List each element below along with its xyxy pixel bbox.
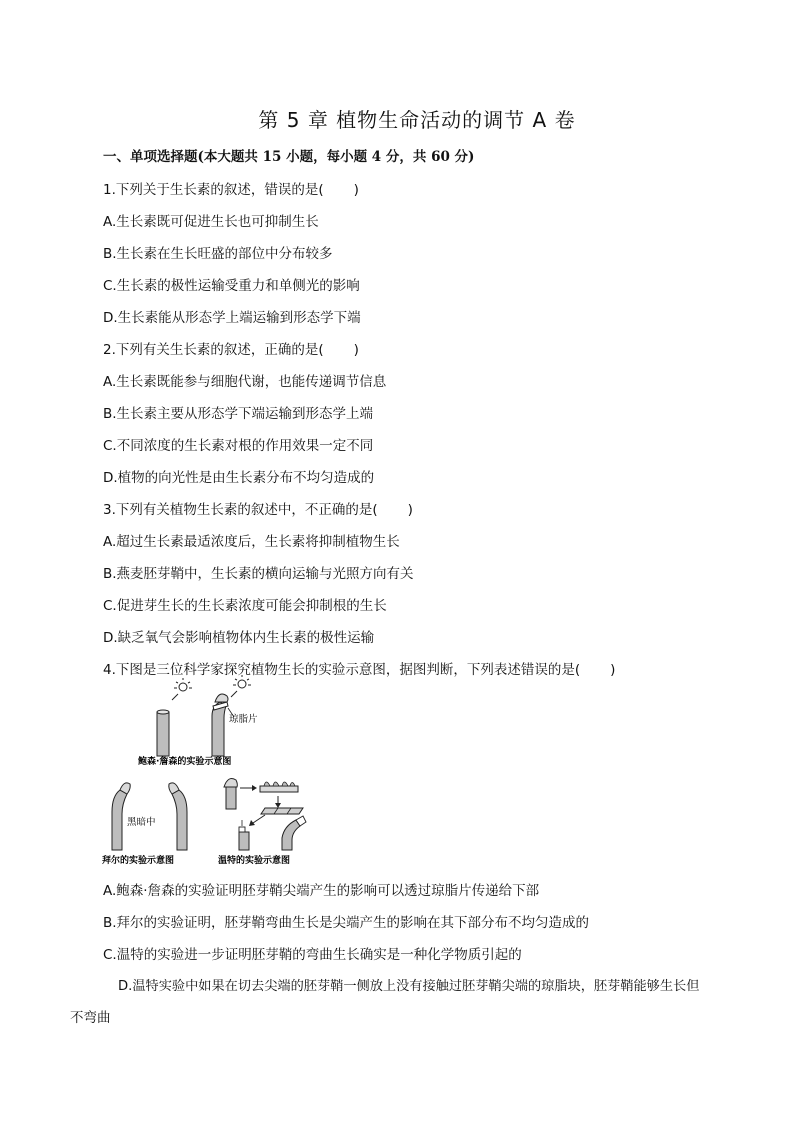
sun-icon	[172, 678, 192, 700]
question-4-option-d-continued: 不弯曲	[70, 1010, 111, 1026]
coleoptile-bent-right	[169, 783, 187, 850]
question-2-option-d: D.植物的向光性是由生长素分布不均匀造成的	[103, 470, 375, 486]
agar-cubes	[261, 808, 303, 814]
question-3-option-c: C.促进芽生长的生长素浓度可能会抑制根的生长	[103, 598, 387, 614]
question-3-option-a: A.超过生长素最适浓度后，生长素将抑制植物生长	[103, 534, 400, 550]
sun-icon	[231, 675, 251, 697]
coleoptile-cut	[157, 710, 169, 756]
coleoptile-bent-went	[282, 816, 306, 850]
page-title: 第 5 章 植物生命活动的调节 A 卷	[258, 108, 576, 132]
agar-block-with-tips	[260, 782, 298, 792]
caption-boysen-jensen: 鲍森·詹森的实验示意图	[138, 757, 232, 767]
question-4-option-c: C.温特的实验进一步证明胚芽鞘的弯曲生长确实是一种化学物质引起的	[103, 947, 522, 963]
label-dark: 黑暗中	[127, 817, 156, 828]
question-2-option-c: C.不同浓度的生长素对根的作用效果一定不同	[103, 438, 374, 454]
question-4-option-d: D.温特实验中如果在切去尖端的胚芽鞘一侧放上没有接触过胚芽鞘尖端的琼脂块，胚芽鞘能够生长但	[118, 979, 700, 994]
caption-paal: 拜尔的实验示意图	[102, 856, 175, 866]
question-3-option-b: B.燕麦胚芽鞘中，生长素的横向运输与光照方向有关	[103, 566, 414, 582]
coleoptile-with-agar	[212, 694, 234, 756]
caption-went: 温特的实验示意图	[218, 856, 291, 866]
question-4-stem: 4.下图是三位科学家探究植物生长的实验示意图，据图判断，下列表述错误的是( )	[103, 662, 616, 678]
question-2-option-a: A.生长素既能参与细胞代谢，也能传递调节信息	[103, 374, 387, 390]
question-1-option-d: D.生长素能从形态学上端运输到形态学下端	[103, 310, 361, 326]
label-agar: 琼脂片	[229, 714, 258, 725]
coleoptile-with-agar-cube	[239, 820, 249, 850]
question-3-stem: 3.下列有关植物生长素的叙述中，不正确的是( )	[103, 502, 413, 518]
question-1-option-a: A.生长素既可促进生长也可抑制生长	[103, 214, 319, 230]
question-1-option-c: C.生长素的极性运输受重力和单侧光的影响	[103, 278, 360, 294]
experiment-figure	[100, 672, 340, 872]
question-3-option-d: D.缺乏氧气会影响植物体内生长素的极性运输	[103, 630, 375, 646]
question-1-option-b: B.生长素在生长旺盛的部位中分布较多	[103, 246, 333, 262]
question-4-option-a: A.鲍森·詹森的实验证明胚芽鞘尖端产生的影响可以透过琼脂片传递给下部	[103, 883, 540, 899]
section-heading: 一、单项选择题(本大题共 15 小题，每小题 4 分，共 60 分)	[103, 149, 475, 165]
question-2-option-b: B.生长素主要从形态学下端运输到形态学上端	[103, 406, 374, 422]
question-1-stem: 1.下列关于生长素的叙述，错误的是( )	[103, 182, 359, 198]
question-2-stem: 2.下列有关生长素的叙述，正确的是( )	[103, 342, 359, 358]
coleoptile-tip-on-stem	[224, 779, 237, 809]
question-4-option-b: B.拜尔的实验证明，胚芽鞘弯曲生长是尖端产生的影响在其下部分布不均匀造成的	[103, 915, 590, 931]
